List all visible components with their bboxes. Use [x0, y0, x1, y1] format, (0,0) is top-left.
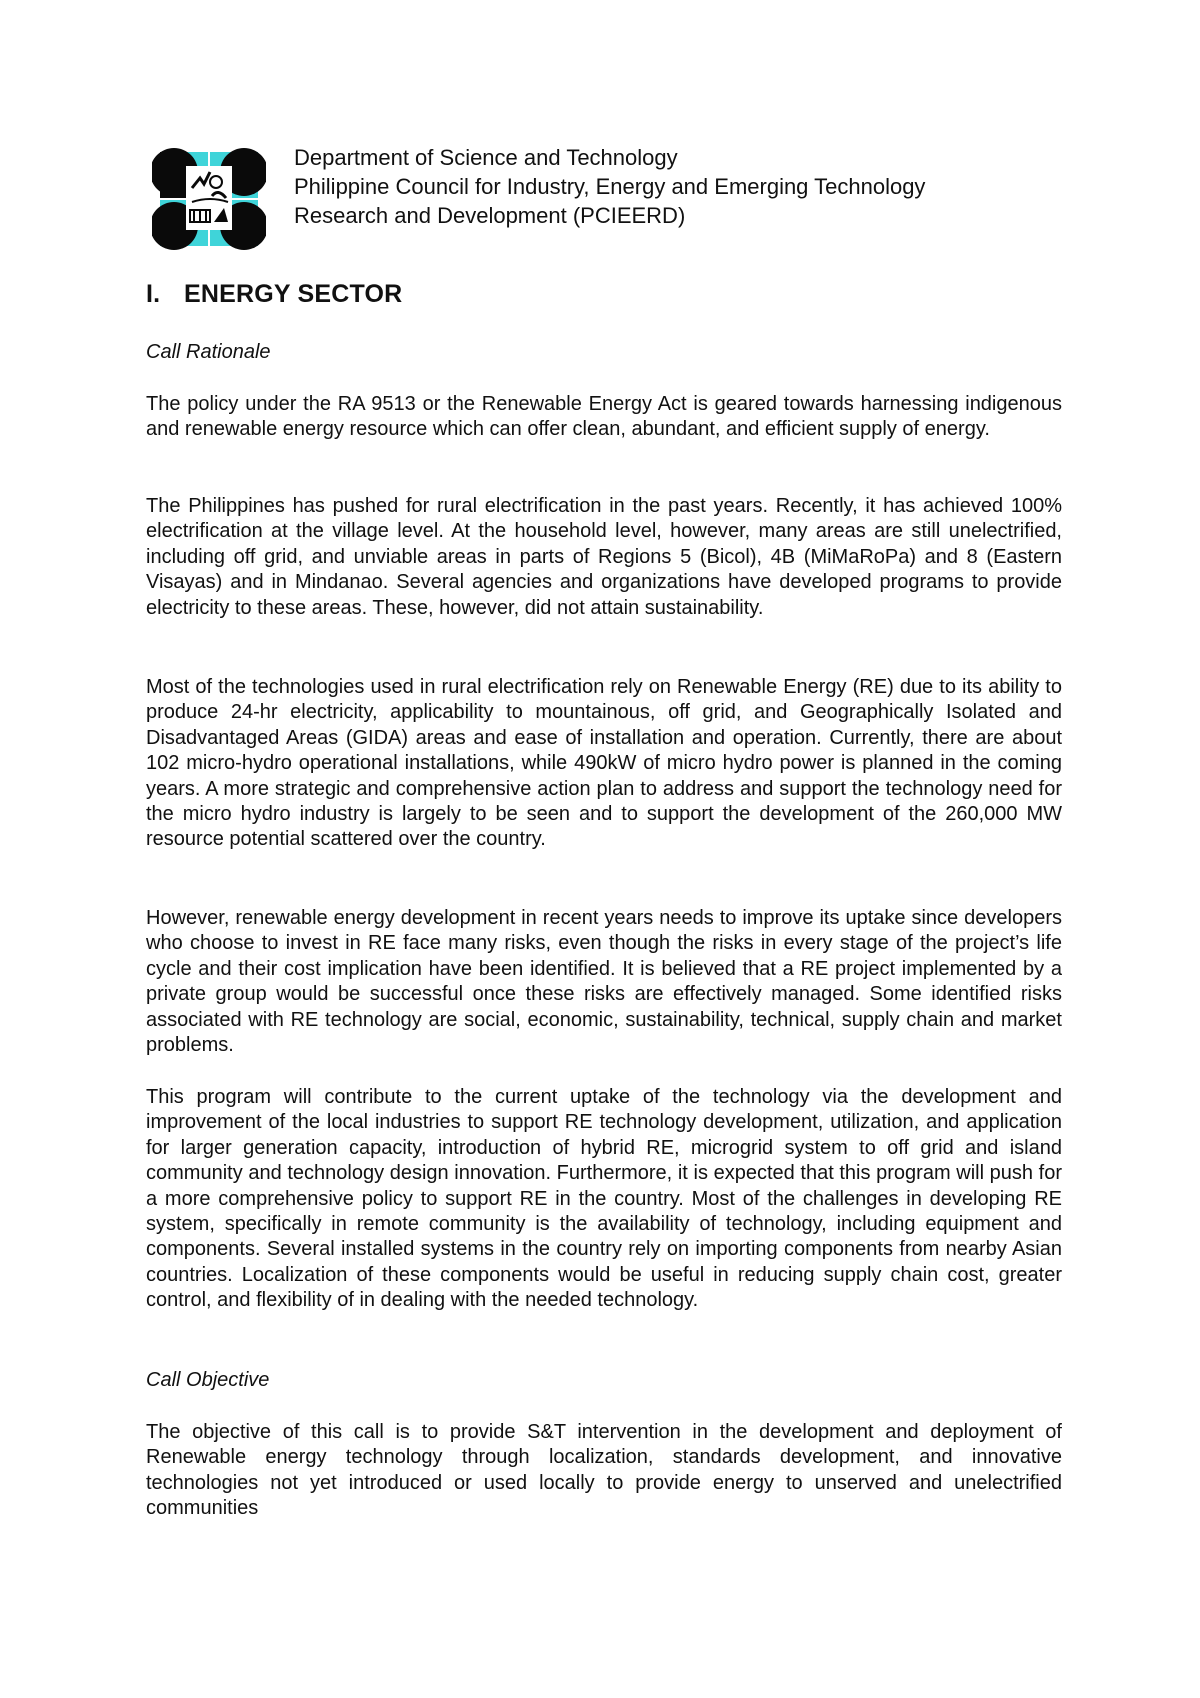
rationale-paragraph-2: The Philippines has pushed for rural electrification in the past years. Recently, it has achieved 100% electrification at the village level. At the household level, however, many areas are still unelectrified, including off grid, and unviable areas in parts of Regions 5 (Bicol), 4B (MiMaRoPa) and 8 (Eastern Visayas) and in Mindanao. Several agencies and organizations have developed programs to provide electricity to these areas. These, however, did not attain sustainability. [146, 495, 1062, 619]
objective-paragraph-1: The objective of this call is to provide S&T intervention in the development and deployment of Renewable energy technology through localization, standards development, and innovative technologies not yet introduced or used locally to provide energy to unserved and unelectrified communities [146, 1421, 1062, 1520]
org-line-research: Research and Development (PCIEERD) [294, 203, 686, 228]
section-heading [146, 280, 402, 309]
org-line-council: Philippine Council for Industry, Energy and Emerging Technology [294, 174, 926, 199]
section-number: I. [146, 280, 161, 308]
rationale-paragraph-5: This program will contribute to the current uptake of the technology via the development and improvement of the local industries to support RE technology development, utilization, and application for larger generation capacity, introduction of hybrid RE, microgrid system to off grid and island community and technology design innovation. Furthermore, it is expected that this program will push for a more comprehensive policy to support RE in the country. Most of the challenges in developing RE system, specifically in remote community is the availability of technology, including equipment and components. Several installed systems in the country rely on importing components from nearby Asian countries. Localization of these components would be useful in reducing supply chain cost, greater control, and flexibility of in dealing with the needed technology. [146, 1086, 1062, 1312]
section-title: ENERGY SECTOR [184, 280, 403, 308]
rationale-paragraph-3: Most of the technologies used in rural electrification rely on Renewable Energy (RE) due to its ability to produce 24-hr electricity, applicability to mountainous, off grid, and Geographically Isolated and Disadvantaged Areas (GIDA) areas and ease of installation and operation. Currently, there are about 102 micro-hydro operational installations, while 490kW of micro hydro power is planned in the coming years. A more strategic and comprehensive action plan to address and support the technology need for the micro hydro industry is largely to be seen and to support the development of the 260,000 MW resource potential scattered over the country. [146, 676, 1062, 851]
call-objective-heading: Call Objective [146, 1369, 270, 1391]
rationale-paragraph-4: However, renewable energy development in recent years needs to improve its uptake since developers who choose to invest in RE face many risks, even though the risks in every stage of the project’s life cycle and their cost implication have been identified. It is believed that a RE project implemented by a private group would be successful once these risks are effectively managed. Some identified risks associated with RE technology are social, economic, sustainability, technical, supply chain and market problems. [146, 907, 1062, 1057]
organization-header [294, 143, 925, 230]
org-line-department: Department of Science and Technology [294, 145, 678, 170]
call-rationale-heading: Call Rationale [146, 341, 271, 363]
rationale-paragraph-1: The policy under the RA 9513 or the Renewable Energy Act is geared towards harnessing indigenous and renewable energy resource which can offer clean, abundant, and efficient supply of energy. [146, 393, 1062, 441]
dost-logo-icon [152, 146, 266, 250]
